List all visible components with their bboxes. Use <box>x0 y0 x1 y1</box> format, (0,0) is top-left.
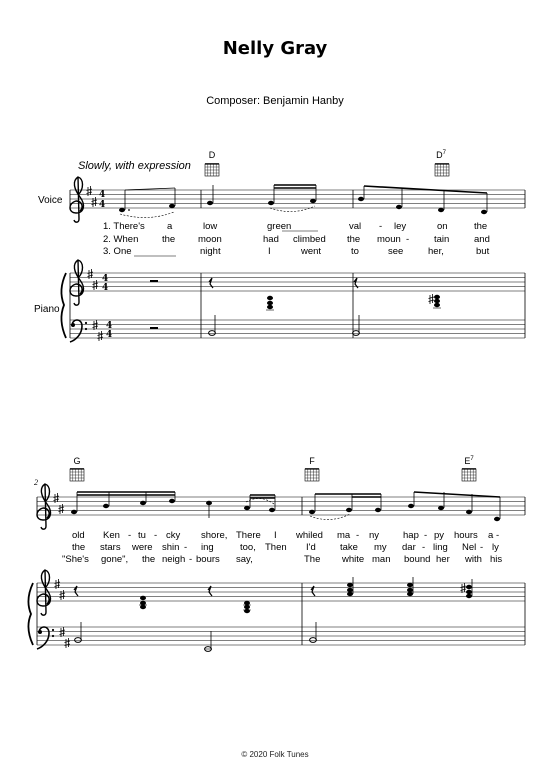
lyric-syllable: I <box>268 246 271 257</box>
lyric-syllable: I <box>274 530 277 541</box>
lyric-syllable: night <box>200 246 221 257</box>
lyric-syllable: the <box>72 542 86 553</box>
lyric-syllable: the <box>474 221 488 232</box>
lyric-syllable: bours <box>196 554 220 565</box>
lyric-syllable: tain <box>434 234 450 245</box>
lyric-syllable: too, <box>240 542 256 553</box>
lyric-syllable: - <box>424 530 428 541</box>
lyric-syllable: her <box>436 554 450 565</box>
chord-symbol: G <box>73 456 81 466</box>
lyric-syllable: Nel <box>462 542 477 553</box>
lyric-syllable: moon <box>198 234 222 245</box>
lyric-syllable: to <box>351 246 359 257</box>
lyric-syllable: - <box>480 542 484 553</box>
lyric-syllable: - <box>379 221 383 232</box>
lyric-syllable: take <box>340 542 358 553</box>
composer-credit: Composer: Benjamin Hanby <box>206 95 344 107</box>
lyric-syllable: 3. One <box>103 246 132 257</box>
svg-text:4: 4 <box>99 190 106 200</box>
voice-staff-2 <box>37 484 525 529</box>
lyric-syllable: a <box>167 221 173 232</box>
chord-symbol: $D^7$ <box>436 150 446 160</box>
lyric-syllable: were <box>132 542 153 553</box>
lyric-syllable: hours <box>454 530 478 541</box>
lyric-syllable: white <box>342 554 365 565</box>
lyric-syllable: man <box>372 554 391 565</box>
lyric-syllable: had <box>263 234 279 245</box>
lyric-syllable: the <box>347 234 361 245</box>
lyric-syllable: but <box>476 246 490 257</box>
lyric-syllable: I'd <box>306 542 316 553</box>
lyric-syllable: hap <box>403 530 419 541</box>
lyric-syllable: his <box>490 554 503 565</box>
lyric-syllable: The <box>304 554 321 565</box>
lyric-syllable: Then <box>265 542 287 553</box>
copyright-footer: © 2020 Folk Tunes <box>241 750 309 759</box>
lyric-syllable: Ken <box>103 530 120 541</box>
chord-symbol: F <box>309 456 315 466</box>
lyric-syllable: gone", <box>101 554 129 565</box>
lyric-syllable: - <box>406 234 410 245</box>
lyric-syllable: - <box>189 554 193 565</box>
lyric-syllable: - <box>128 530 132 541</box>
svg-text:4: 4 <box>99 200 106 210</box>
piano-staff-1 <box>61 260 525 342</box>
lyric-syllable: a <box>488 530 494 541</box>
svg-text:4: 4 <box>106 330 113 340</box>
lyric-syllable: "She's <box>62 554 89 565</box>
lyric-syllable: dar <box>402 542 416 553</box>
piano-label: Piano <box>34 304 60 315</box>
lyric-syllable: tu <box>138 530 146 541</box>
voice-staff-1 <box>70 177 525 222</box>
tempo-marking: Slowly, with expression <box>78 160 191 172</box>
lyric-syllable: say, <box>236 554 253 565</box>
lyric-syllable: moun <box>377 234 401 245</box>
svg-text:4: 4 <box>106 321 113 331</box>
lyric-syllable: her, <box>428 246 444 257</box>
lyric-syllable: cky <box>166 530 181 541</box>
lyric-syllable: There <box>236 530 261 541</box>
lyric-syllable: see <box>388 246 404 257</box>
lyric-syllable: green <box>267 221 292 232</box>
lyric-syllable: the <box>162 234 176 245</box>
lyric-syllable: 2. When <box>103 234 139 245</box>
lyric-syllable: ly <box>492 542 499 553</box>
svg-text:4: 4 <box>102 283 109 293</box>
lyric-syllable: and <box>474 234 490 245</box>
lyric-syllable: bound <box>404 554 431 565</box>
lyric-syllable: - <box>184 542 188 553</box>
chord-symbol: $E^7$ <box>464 456 474 466</box>
lyric-syllable: ny <box>369 530 380 541</box>
lyric-syllable: old <box>72 530 85 541</box>
lyric-syllable: the <box>142 554 156 565</box>
lyric-syllable: - <box>422 542 426 553</box>
lyric-syllable: - <box>356 530 360 541</box>
lyric-syllable: - <box>496 530 500 541</box>
lyric-syllable: climbed <box>293 234 326 245</box>
measure-number: 2 <box>34 478 38 487</box>
voice-label: Voice <box>38 195 63 206</box>
svg-text:4: 4 <box>102 274 109 284</box>
lyric-syllable: with <box>465 554 482 565</box>
lyric-syllable: shin <box>162 542 180 553</box>
lyric-syllable: whiled <box>296 530 323 541</box>
lyric-syllable: low <box>203 221 218 232</box>
lyric-syllable: py <box>434 530 445 541</box>
lyric-syllable: ley <box>394 221 407 232</box>
lyric-syllable: - <box>154 530 158 541</box>
song-title: Nelly Gray <box>222 38 328 59</box>
lyric-syllable: went <box>301 246 322 257</box>
lyric-syllable: neigh <box>162 554 186 565</box>
lyric-syllable: shore, <box>201 530 228 541</box>
lyric-syllable: ing <box>201 542 214 553</box>
piano-staff-2 <box>28 570 525 651</box>
chord-symbol: D <box>208 150 216 160</box>
lyric-syllable: stars <box>100 542 121 553</box>
lyric-syllable: on <box>437 221 448 232</box>
lyric-syllable: ma <box>337 530 351 541</box>
lyric-syllable: ling <box>433 542 448 553</box>
lyric-syllable: val <box>349 221 362 232</box>
lyric-syllable: 1. There's <box>103 221 145 232</box>
lyric-syllable: my <box>374 542 387 553</box>
